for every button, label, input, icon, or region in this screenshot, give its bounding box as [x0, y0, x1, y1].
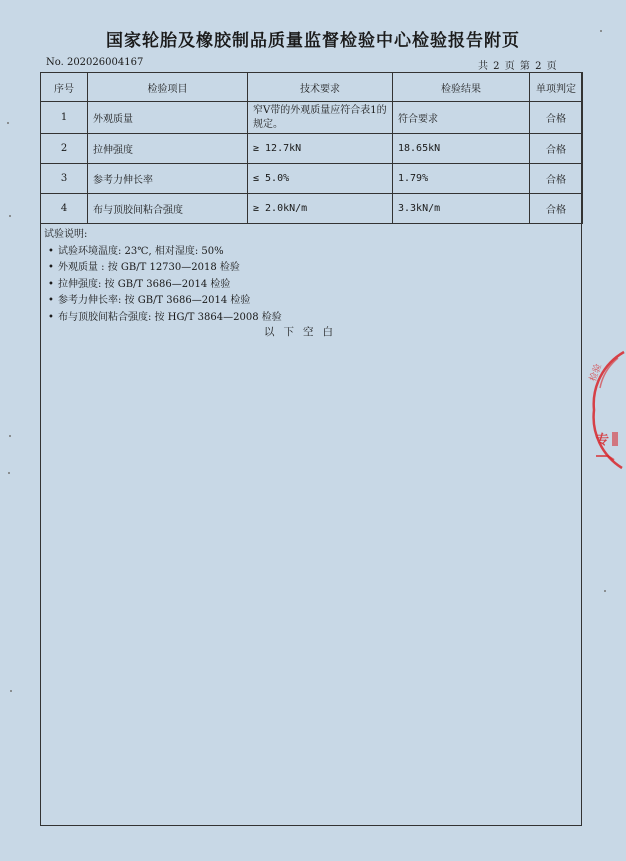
report-number: No. 202026004167 — [46, 57, 144, 68]
header-verdict: 单项判定 — [530, 73, 583, 102]
row-item: 参考力伸长率 — [88, 164, 248, 194]
row-result: 18.65kN — [393, 134, 530, 164]
table-row — [41, 134, 583, 164]
row-item: 外观质量 — [88, 102, 248, 134]
page-counter: 共 2 页 第 2 页 — [478, 61, 557, 72]
row-requirement: 窄V带的外观质量应符合表1的规定。 — [248, 102, 393, 134]
scan-speck — [9, 215, 11, 217]
bullet-icon: • — [48, 262, 54, 273]
scan-speck — [10, 690, 12, 692]
row-requirement: ≥ 2.0kN/m — [248, 194, 393, 224]
notes-heading: 试验说明: — [44, 229, 88, 240]
bullet-icon: • — [48, 311, 54, 323]
note-text: 布与顶胶间粘合强度: 按 HG/T 3864—2008 检验 — [58, 311, 282, 323]
row-result: 3.3kN/m — [393, 194, 530, 224]
note-item — [44, 293, 282, 310]
note-text: 参考力伸长率: 按 GB/T 3686—2014 检验 — [58, 295, 251, 306]
row-verdict: 合格 — [530, 164, 583, 194]
row-requirement: ≥ 12.7kN — [248, 134, 393, 164]
bullet-icon: • — [48, 295, 54, 306]
scan-speck — [604, 590, 606, 592]
note-item — [44, 260, 282, 277]
note-text: 试验环境温度: 23℃, 相对湿度: 50% — [58, 245, 224, 257]
svg-text:专: 专 — [596, 433, 610, 448]
scan-speck — [8, 472, 10, 474]
row-result: 符合要求 — [393, 102, 530, 134]
official-seal-stamp — [588, 348, 626, 473]
scan-speck — [7, 122, 9, 124]
table-row — [41, 102, 583, 134]
seal-fragment-icon — [588, 348, 626, 473]
row-item: 拉伸强度 — [88, 134, 248, 164]
header-serial: 序号 — [41, 73, 88, 102]
note-text: 拉伸强度: 按 GB/T 3686—2014 检验 — [58, 278, 231, 290]
row-result: 1.79% — [393, 164, 530, 194]
row-requirement: ≤ 5.0% — [248, 164, 393, 194]
bullet-icon: • — [48, 278, 54, 290]
header-item: 检验项目 — [88, 73, 248, 102]
row-serial: 1 — [41, 102, 88, 134]
row-verdict: 合格 — [530, 134, 583, 164]
note-item — [44, 244, 282, 261]
scan-speck — [9, 435, 11, 437]
note-item — [44, 277, 282, 294]
inspection-table — [40, 72, 583, 224]
header-requirement: 技术要求 — [248, 73, 393, 102]
row-serial: 4 — [41, 194, 88, 224]
row-serial: 2 — [41, 134, 88, 164]
note-text: 外观质量 : 按 GB/T 12730—2018 检验 — [58, 262, 240, 273]
report-title: 国家轮胎及橡胶制品质量监督检验中心检验报告附页 — [106, 31, 520, 51]
row-verdict: 合格 — [530, 194, 583, 224]
svg-text:检验: 检验 — [588, 362, 604, 384]
end-of-content-marker: 以下空白 — [264, 326, 342, 338]
row-item: 布与顶胶间粘合强度 — [88, 194, 248, 224]
row-verdict: 合格 — [530, 102, 583, 134]
header-result: 检验结果 — [393, 73, 530, 102]
table-header-row — [41, 73, 583, 102]
table-row — [41, 194, 583, 224]
row-serial: 3 — [41, 164, 88, 194]
table-row — [41, 164, 583, 194]
bullet-icon: • — [48, 245, 54, 257]
test-notes — [44, 227, 282, 326]
scan-speck — [600, 30, 602, 32]
